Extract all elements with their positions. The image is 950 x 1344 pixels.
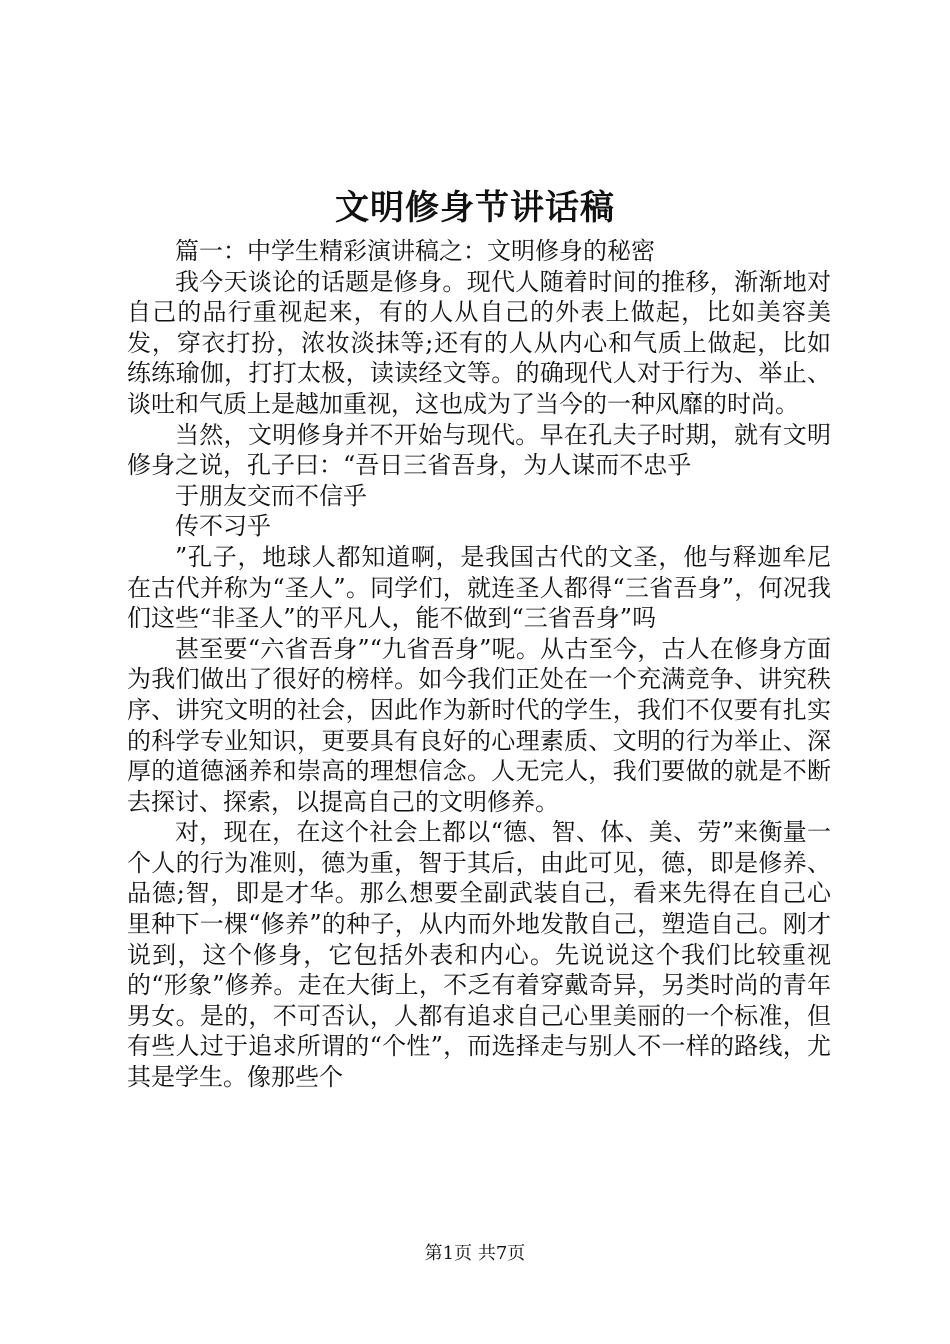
paragraph: 当然，文明修身并不开始与现代。早在孔夫子时期，就有文明修身之说，孔子曰：“吾日三省吾身，为人谋而不忠乎 [127, 420, 831, 480]
paragraph: ”孔子，地球人都知道啊，是我国古代的文圣，他与释迦牟尼在古代并称为“圣人”。同学们，就连圣人都得“三省吾身”，何况我们这些“非圣人”的平凡人，能不做到“三省吾身”吗 [127, 542, 831, 633]
page-footer: 第1页 共7页 [424, 1243, 526, 1264]
paragraph: 我今天谈论的话题是修身。现代人随着时间的推移，渐渐地对自己的品行重视起来，有的人从自己的外表上做起，比如美容美发，穿衣打扮，浓妆淡抹等;还有的人从内心和气质上做起，比如练练瑜伽，打打太极，读读经文等。的确现代人对于行为、举止、谈吐和气质上是越加重视，这也成为了当今的一种风靡的时尚。 [127, 267, 831, 418]
document-body [127, 236, 831, 1093]
paragraph: 传不习乎 [175, 512, 271, 541]
paragraph: 甚至要“六省吾身”“九省吾身”呢。从古至今，古人在修身方面为我们做出了很好的榜样。如今我们正处在一个充满竞争、讲究秩序、讲究文明的社会，因此作为新时代的学生，我们不仅要有扎实的科学专业知识，更要具有良好的心理素质、文明的行为举止、深厚的道德涵养和崇高的理想信念。人无完人，我们要做的就是不断去探讨、探索，以提高自己的文明修养。 [127, 634, 831, 816]
document-title: 文明修身节讲话稿 [335, 188, 615, 228]
paragraph: 对，现在，在这个社会上都以“德、智、体、美、劳”来衡量一个人的行为准则，德为重，智于其后，由此可见，德，即是修养、品德;智，即是才华。那么想要全副武装自己，看来先得在自己心里种下一棵“修养”的种子，从内而外地发散自己，塑造自己。刚才说到，这个修身，它包括外表和内心。先说说这个我们比较重视的“形象”修养。走在大街上，不乏有着穿戴奇异，另类时尚的青年男女。是的，不可否认，人都有追求自己心里美丽的一个标准，但有些人过于追求所谓的“个性”，而选择走与别人不一样的路线，尤其是学生。像那些个 [127, 818, 831, 1092]
paragraph: 篇一：中学生精彩演讲稿之：文明修身的秘密 [175, 237, 655, 265]
paragraph: 于朋友交而不信乎 [175, 481, 367, 510]
